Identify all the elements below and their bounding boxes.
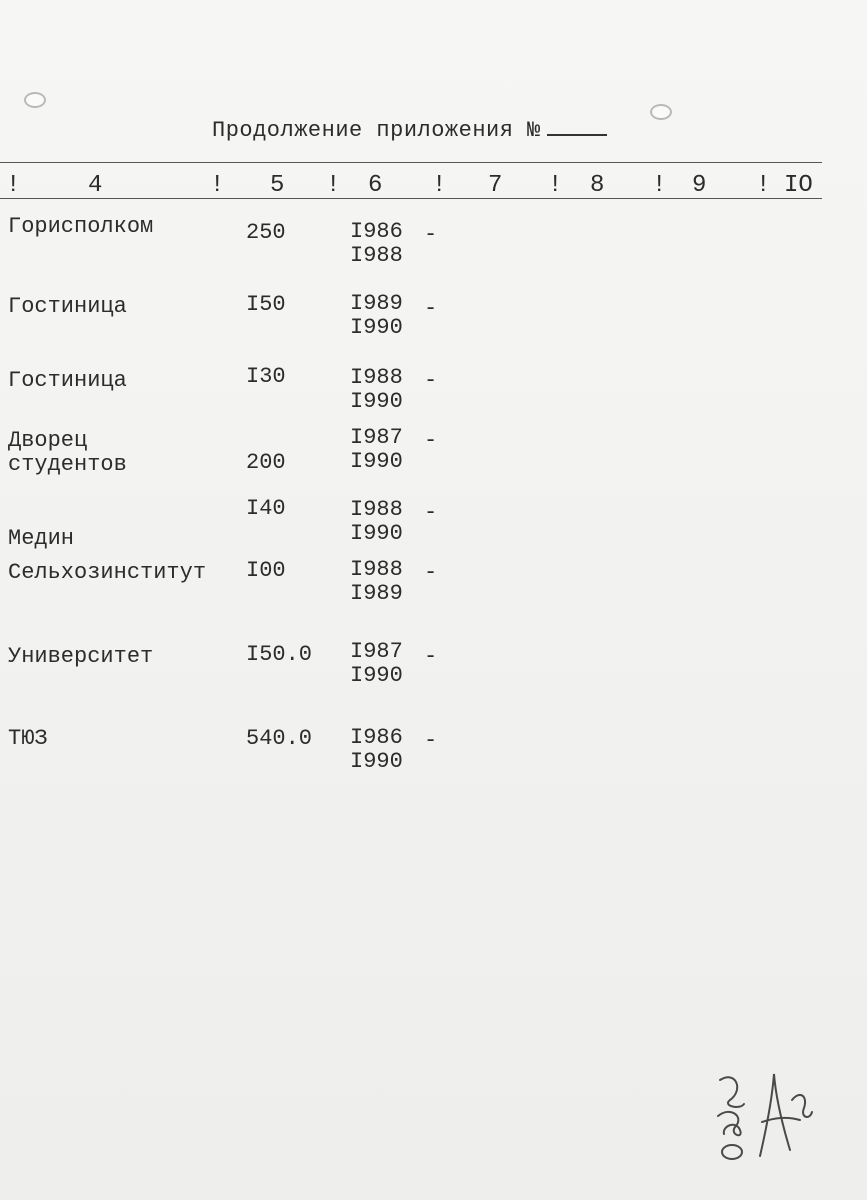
col-header-9: 9 [692,172,707,199]
title-text: Продолжение приложения № [212,118,541,143]
row-capacity: 540.0 [246,726,313,751]
row-year-to: I990 [350,449,403,474]
col-header-8: 8 [590,172,605,199]
row-year-from: I989 [350,291,403,316]
row-year-from: I987 [350,639,403,664]
row-year-to: I990 [350,663,403,688]
row-capacity: I50.0 [246,642,313,667]
row-dash: - [424,222,438,247]
row-year-from: I988 [350,365,403,390]
row-year-to: I988 [350,243,403,268]
row-name: Гостиница [8,368,127,393]
page-title [212,116,607,143]
row-capacity: 250 [246,220,286,245]
col-header-10: IO [784,172,813,199]
row-year-to: I990 [350,389,403,414]
col-sep: ! [548,172,563,199]
punch-hole-left [24,92,46,108]
col-sep: ! [326,172,341,199]
col-sep: ! [432,172,447,199]
row-dash: - [424,500,438,525]
title-number-blank [547,116,607,136]
row-name: Университет [8,644,154,669]
col-sep: ! [652,172,667,199]
row-dash: - [424,644,438,669]
row-name: Сельхозинститут [8,560,207,585]
row-name-line2: студентов [8,452,127,477]
row-name: Медин [8,526,75,551]
row-capacity: I00 [246,558,286,583]
row-dash: - [424,368,438,393]
handwritten-page-number [700,1060,820,1170]
header-top-rule [0,162,822,163]
row-year-from: I986 [350,219,403,244]
row-name: Горисполком [8,214,154,239]
col-sep: ! [756,172,771,199]
row-dash: - [424,728,438,753]
row-dash: - [424,560,438,585]
col-header-6: 6 [368,172,383,199]
row-capacity: I40 [246,496,286,521]
row-year-from: I988 [350,557,403,582]
row-name: Гостиница [8,294,127,319]
row-year-to: I990 [350,749,403,774]
row-year-to: I990 [350,315,403,340]
row-year-to: I990 [350,521,403,546]
col-header-4: 4 [88,172,103,199]
col-sep: ! [210,172,225,199]
col-sep: ! [6,172,21,199]
row-dash: - [424,428,438,453]
punch-hole-right [650,104,672,120]
row-year-from: I987 [350,425,403,450]
col-header-5: 5 [270,172,285,199]
row-year-to: I989 [350,581,403,606]
row-capacity: 200 [246,450,286,475]
row-capacity: I30 [246,364,286,389]
row-year-from: I986 [350,725,403,750]
row-year-from: I988 [350,497,403,522]
row-name: Дворец [8,428,88,453]
row-capacity: I50 [246,292,286,317]
col-header-7: 7 [488,172,503,199]
row-dash: - [424,296,438,321]
row-name: ТЮЗ [8,726,48,751]
